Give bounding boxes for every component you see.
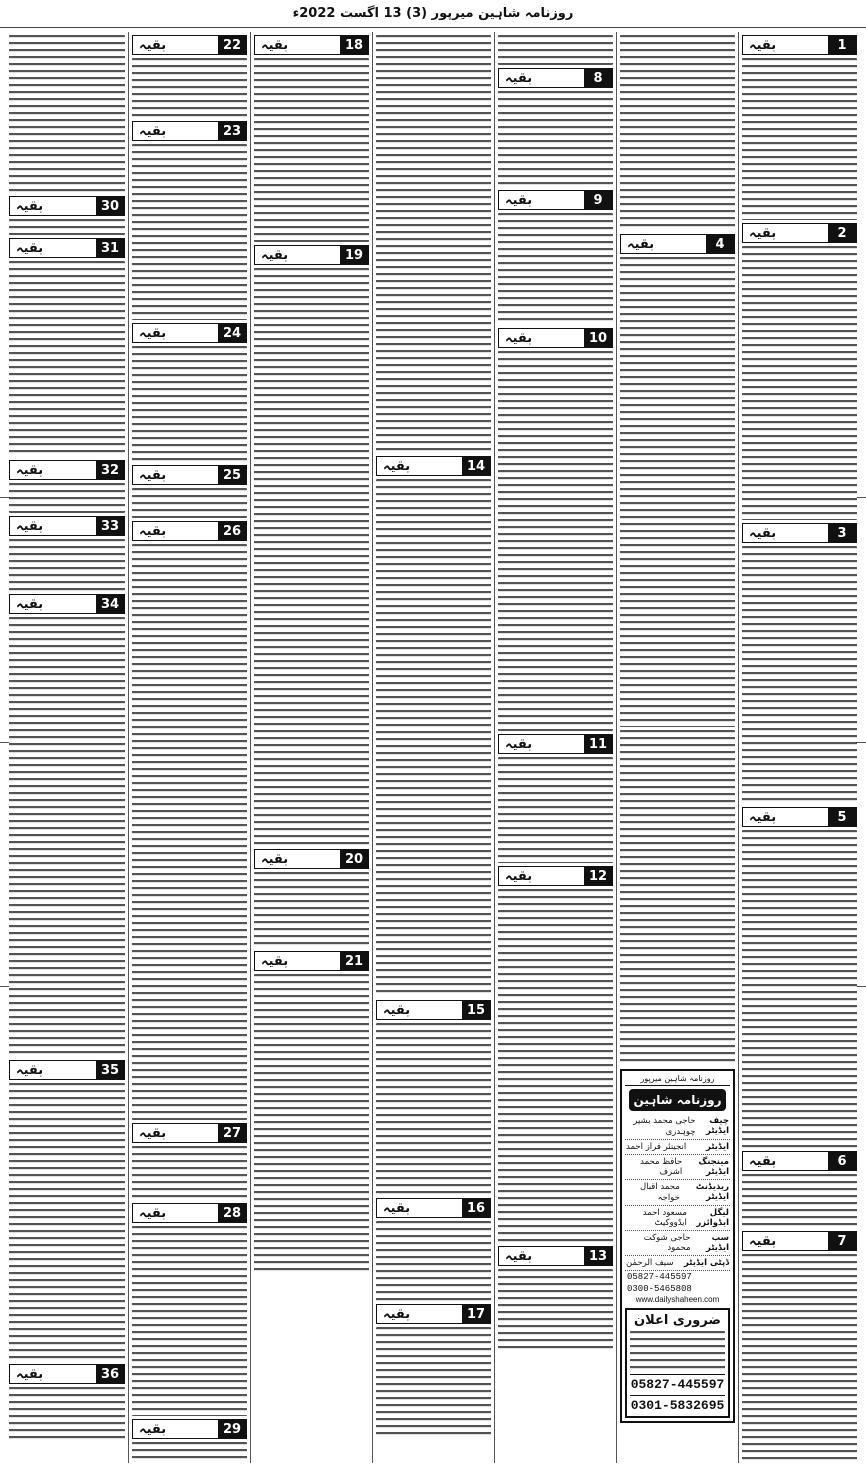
story-header: بقیہ 13 [498,1246,613,1266]
story-text [9,483,125,513]
page-header [0,0,866,28]
office-phone: 05827-445597 [627,1272,692,1282]
story-text [498,889,613,1243]
story-header: بقیہ 23 [132,121,247,141]
story-text [376,479,491,997]
notice-box [625,1308,730,1418]
story-text [132,1146,247,1200]
story-header: بقیہ 25 [132,465,247,485]
notice-phone-2: 0301-5832695 [630,1395,725,1413]
office-mobile: 0300-5465808 [627,1284,692,1294]
staff-row: چیف ایڈیٹر حاجی محمد بشیر چوہدری [625,1114,730,1140]
staff-row: ایڈیٹر انجینئر فراز احمد [625,1140,730,1155]
story-text [498,213,613,325]
story-text [132,144,247,320]
story-header: بقیہ 8 [498,68,613,88]
story-text [132,346,247,462]
story-text [498,91,613,187]
story-text [620,257,735,727]
column-3 [494,32,616,1463]
staff-row: سب ایڈیٹر حاجی شوکت محمود [625,1231,730,1256]
story-header: بقیہ 36 [9,1364,125,1384]
story-header: بقیہ 2 [742,223,857,243]
website-address: www.dailyshaheen.com [635,1295,720,1304]
story-header: بقیہ 6 [742,1151,857,1171]
story-text [376,1327,491,1439]
notice-phone-1: 05827-445597 [630,1374,725,1392]
story-text [498,757,613,863]
story-text [376,35,491,453]
story-header: بقیہ 19 [254,245,369,265]
story-header: بقیہ 24 [132,323,247,343]
story-text [620,35,735,231]
story-text [742,830,857,1148]
story-text [254,974,369,1274]
story-text [376,1221,491,1301]
story-header: بقیہ 31 [9,238,125,258]
story-text [132,58,247,118]
story-header: بقیہ 3 [742,523,857,543]
story-text [498,1269,613,1349]
column-7 [6,32,128,1463]
story-text [9,261,125,457]
story-header: بقیہ 21 [254,951,369,971]
story-text [9,35,125,193]
newspaper-dateline: روزنامہ شاہین میرپور (3) 13 اگست 2022ء [292,6,574,21]
staff-row: ریذیڈنٹ ایڈیٹر محمد اقبال خواجہ [625,1180,730,1206]
story-header: بقیہ 18 [254,35,369,55]
story-header: بقیہ 35 [9,1060,125,1080]
story-header: بقیہ 5 [742,807,857,827]
story-text [132,544,247,1120]
column-6 [128,32,250,1463]
story-header: بقیہ 11 [498,734,613,754]
story-text [498,35,613,65]
story-text [132,488,247,518]
story-text [376,1023,491,1195]
notice-text [630,1331,725,1371]
story-header: بقیہ 28 [132,1203,247,1223]
story-header: بقیہ 30 [9,196,125,216]
staff-row: ڈپٹی ایڈیٹر سیف الرحمٰن [625,1256,730,1271]
story-text [742,58,857,220]
story-text [742,546,857,804]
story-text [9,539,125,591]
story-text [9,219,125,235]
story-header: بقیہ 1 [742,35,857,55]
story-text [254,268,369,846]
story-text [620,730,735,1065]
column-2 [616,32,738,1463]
news-columns [6,32,860,1463]
story-text [742,1254,857,1463]
masthead-box [620,1069,735,1423]
story-header: بقیہ 15 [376,1000,491,1020]
story-text [132,1442,247,1463]
column-4 [372,32,494,1463]
staff-row: مینجنگ ایڈیٹر حافظ محمد اشرف [625,1155,730,1180]
story-text [132,1226,247,1416]
story-header: بقیہ 32 [9,460,125,480]
story-text [9,1083,125,1361]
column-1 [738,32,860,1463]
story-header: بقیہ 4 [620,234,735,254]
story-text [742,246,857,520]
story-header: بقیہ 17 [376,1304,491,1324]
story-text [9,617,125,1057]
story-header: بقیہ 29 [132,1419,247,1439]
story-header: بقیہ 10 [498,328,613,348]
newspaper-logo: روزنامہ شاہین [629,1089,726,1111]
story-header: بقیہ 9 [498,190,613,210]
story-header: بقیہ 16 [376,1198,491,1218]
story-header: بقیہ 14 [376,456,491,476]
notice-title: ضروری اعلان [634,1313,721,1328]
story-header: بقیہ 34 [9,594,125,614]
story-header: بقیہ 33 [9,516,125,536]
story-text [9,1387,125,1443]
story-text [254,872,369,948]
story-header: بقیہ 22 [132,35,247,55]
story-text [742,1174,857,1228]
story-header: بقیہ 12 [498,866,613,886]
staff-row: لیگل ایڈوائزر مسعود احمد ایڈووکیٹ [625,1206,730,1231]
masthead-top-line: روزنامہ شاہین میرپور [625,1074,730,1086]
story-text [498,351,613,731]
story-text [254,58,369,242]
column-5 [250,32,372,1463]
story-header: بقیہ 7 [742,1231,857,1251]
story-header: بقیہ 20 [254,849,369,869]
story-header: بقیہ 27 [132,1123,247,1143]
story-header: بقیہ 26 [132,521,247,541]
